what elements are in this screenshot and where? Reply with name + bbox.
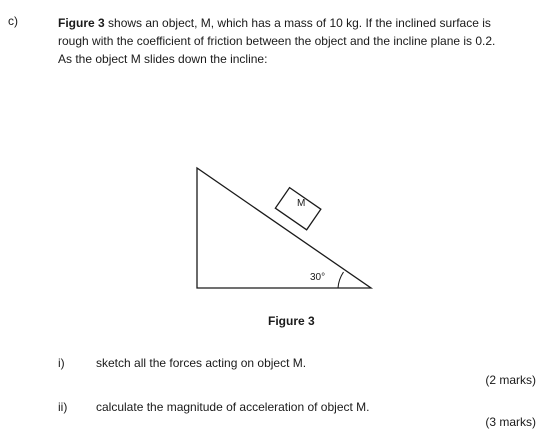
part-1-label: i): [58, 356, 65, 370]
intro-line-1-text: shows an object, M, which has a mass of 10 kg. If the inclined surface is: [104, 16, 491, 30]
incline-triangle: [197, 168, 371, 288]
question-label: c): [8, 14, 18, 28]
figure-caption: Figure 3: [268, 314, 315, 328]
angle-label: 30°: [310, 272, 326, 283]
part-2-label: ii): [58, 400, 68, 414]
incline-diagram: [190, 160, 380, 300]
intro-line-3: As the object M slides down the incline:: [58, 52, 268, 66]
part-2-text: calculate the magnitude of acceleration of object M.: [96, 400, 370, 414]
intro-line-1: [58, 14, 538, 32]
angle-arc: [338, 272, 344, 288]
question-intro: [58, 14, 538, 68]
block-label: M: [297, 198, 306, 209]
figure-reference: Figure 3: [58, 16, 105, 30]
intro-line-2: rough with the coefficient of friction between the object and the incline plane is 0.2.: [58, 34, 496, 48]
part-1-text: sketch all the forces acting on object M.: [96, 356, 307, 370]
part-1-marks: (2 marks): [485, 373, 536, 387]
part-2-marks: (3 marks): [485, 415, 536, 429]
